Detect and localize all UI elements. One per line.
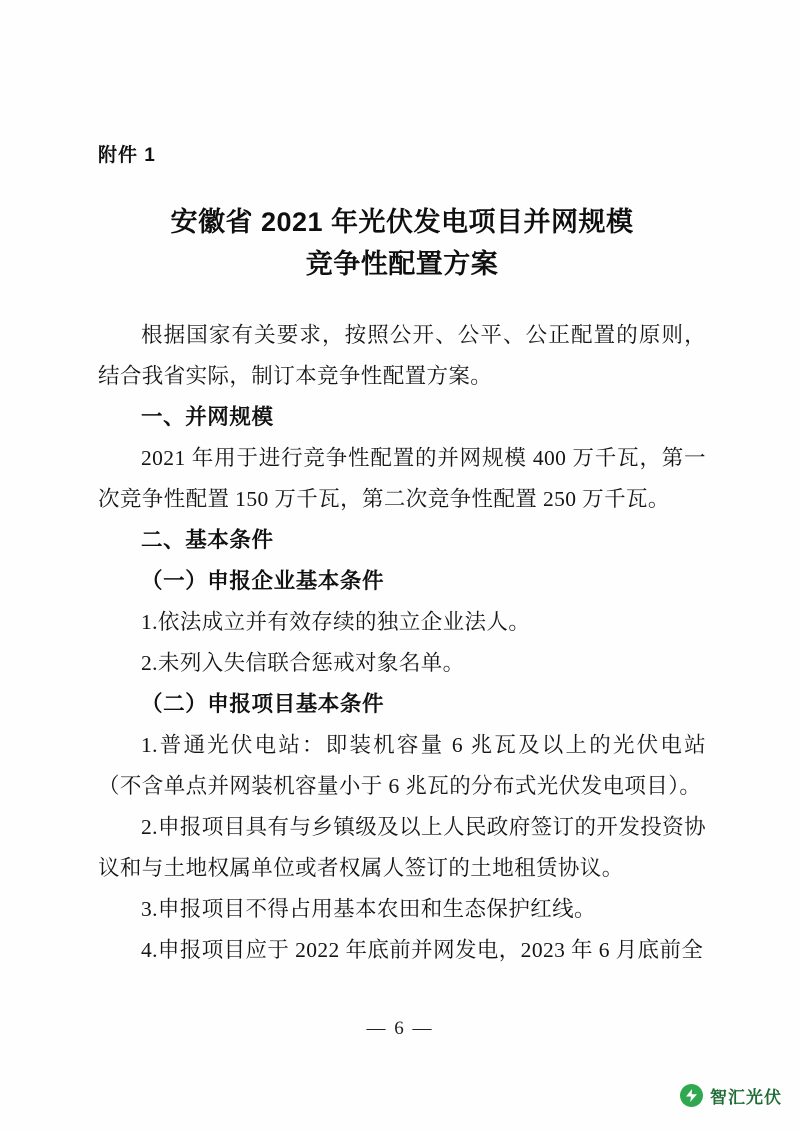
watermark (680, 1083, 782, 1108)
body-paragraph: 2021 年用于进行竞争性配置的并网规模 400 万千瓦，第一次竞争性配置 150 万千瓦，第二次竞争性配置 250 万千瓦。 (98, 446, 706, 511)
page-number: — 6 — (366, 1018, 434, 1039)
list-item: 3.申报项目不得占用基本农田和生态保护红线。 (141, 897, 596, 921)
document-body (98, 140, 706, 971)
watermark-label: 智汇光伏 (710, 1088, 782, 1107)
attachment-label: 附件 1 (98, 145, 156, 166)
page-title-line-2: 竞争性配置方案 (305, 249, 499, 279)
page-title-line-1: 安徽省 2021 年光伏发电项目并网规模 (170, 207, 634, 237)
subsection-heading: （二）申报项目基本条件 (141, 692, 385, 716)
subsection-heading: （一）申报企业基本条件 (141, 569, 385, 593)
section-heading: 一、并网规模 (141, 405, 274, 429)
section-heading: 二、基本条件 (141, 528, 274, 552)
list-item: 1.普通光伏电站：即装机容量 6 兆瓦及以上的光伏电站（不含单点并网装机容量小于 6 兆瓦的分布式光伏发电项目）。 (98, 733, 706, 798)
list-item: 1.依法成立并有效存续的独立企业法人。 (141, 610, 531, 634)
list-item: 2.申报项目具有与乡镇级及以上人民政府签订的开发投资协议和与土地权属单位或者权属人签订的土地租赁协议。 (98, 815, 706, 880)
page-title (122, 201, 682, 285)
lightning-bolt-icon (680, 1084, 703, 1107)
list-item: 2.未列入失信联合惩戒对象名单。 (141, 651, 465, 675)
body-paragraph: 根据国家有关要求，按照公开、公平、公正配置的原则，结合我省实际，制订本竞争性配置方案。 (98, 323, 706, 388)
list-item: 4.申报项目应于 2022 年底前并网发电，2023 年 6 月底前全 (141, 938, 704, 962)
